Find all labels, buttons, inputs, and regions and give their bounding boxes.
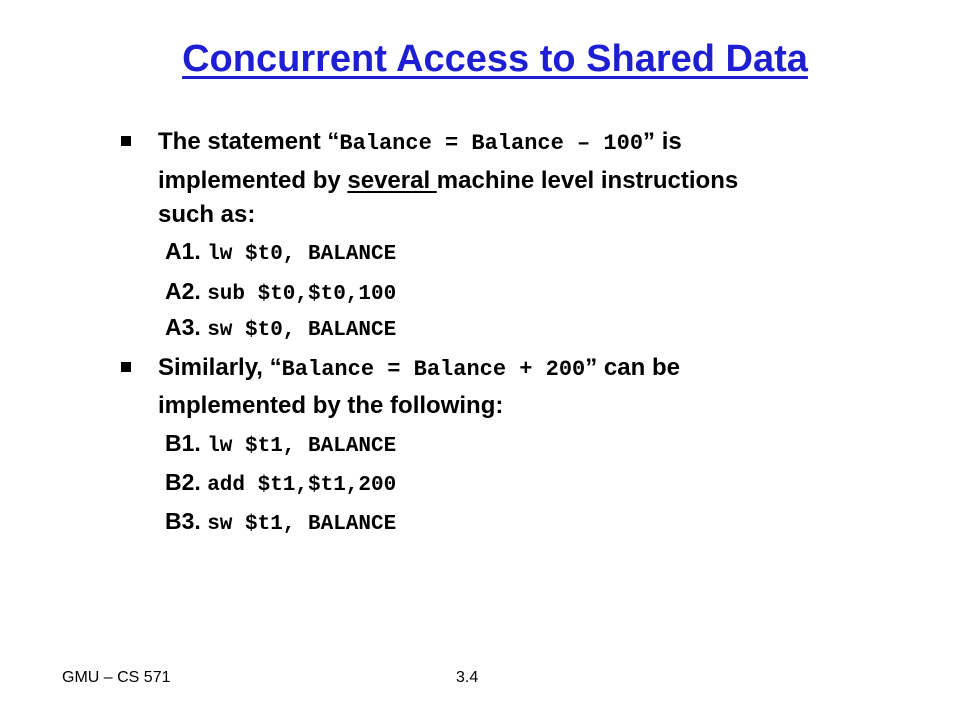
step-b2 xyxy=(165,469,396,497)
step-label: A3. xyxy=(165,314,201,340)
bullet-2-code: Balance = Balance + 200 xyxy=(281,357,586,382)
bullet-2-line-2: implemented by the following: xyxy=(158,392,504,419)
step-label: B2. xyxy=(165,469,201,495)
footer-page-number: 3.4 xyxy=(456,669,479,686)
step-a2 xyxy=(165,278,396,306)
step-label: B3. xyxy=(165,508,201,534)
footer-course: GMU – CS 571 xyxy=(62,669,171,686)
bullet-1-line-3: such as: xyxy=(158,201,256,228)
bullet-2-close-quote: ” xyxy=(585,354,598,381)
slide-title: Concurrent Access to Shared Data xyxy=(182,38,808,80)
bullet-2-line-1 xyxy=(158,354,680,382)
bullet-marker-2 xyxy=(121,362,131,372)
bullet-1-open-quote: “ xyxy=(327,128,340,155)
bullet-2-suffix: can be xyxy=(597,354,680,381)
bullet-2-open-quote: “ xyxy=(269,354,282,381)
bullet-marker-1 xyxy=(121,136,131,146)
step-code: sw $t1, BALANCE xyxy=(207,513,397,536)
step-b3 xyxy=(165,508,396,536)
bullet-1-line-1 xyxy=(158,128,682,156)
bullet-1-underlined-word: several xyxy=(347,167,437,194)
step-label: A1. xyxy=(165,238,201,264)
step-code: add $t1,$t1,200 xyxy=(207,474,397,497)
bullet-1-code: Balance = Balance – 100 xyxy=(339,131,644,156)
step-code: sub $t0,$t0,100 xyxy=(207,283,397,306)
step-a3 xyxy=(165,314,396,342)
bullet-1-prefix: The statement xyxy=(158,128,328,155)
bullet-1-line-2 xyxy=(158,167,738,195)
bullet-1-line-2-post: machine level instructions xyxy=(436,167,739,194)
step-code: lw $t0, BALANCE xyxy=(207,243,397,266)
bullet-1-line-2-pre: implemented by xyxy=(158,167,348,194)
step-label: A2. xyxy=(165,278,201,304)
bullet-1-close-quote: ” xyxy=(643,128,656,155)
bullet-2-prefix: Similarly, xyxy=(158,354,270,381)
step-b1 xyxy=(165,430,396,458)
step-code: sw $t0, BALANCE xyxy=(207,319,397,342)
step-code: lw $t1, BALANCE xyxy=(207,435,397,458)
step-a1 xyxy=(165,238,396,266)
step-label: B1. xyxy=(165,430,201,456)
bullet-1-suffix: is xyxy=(655,128,682,155)
